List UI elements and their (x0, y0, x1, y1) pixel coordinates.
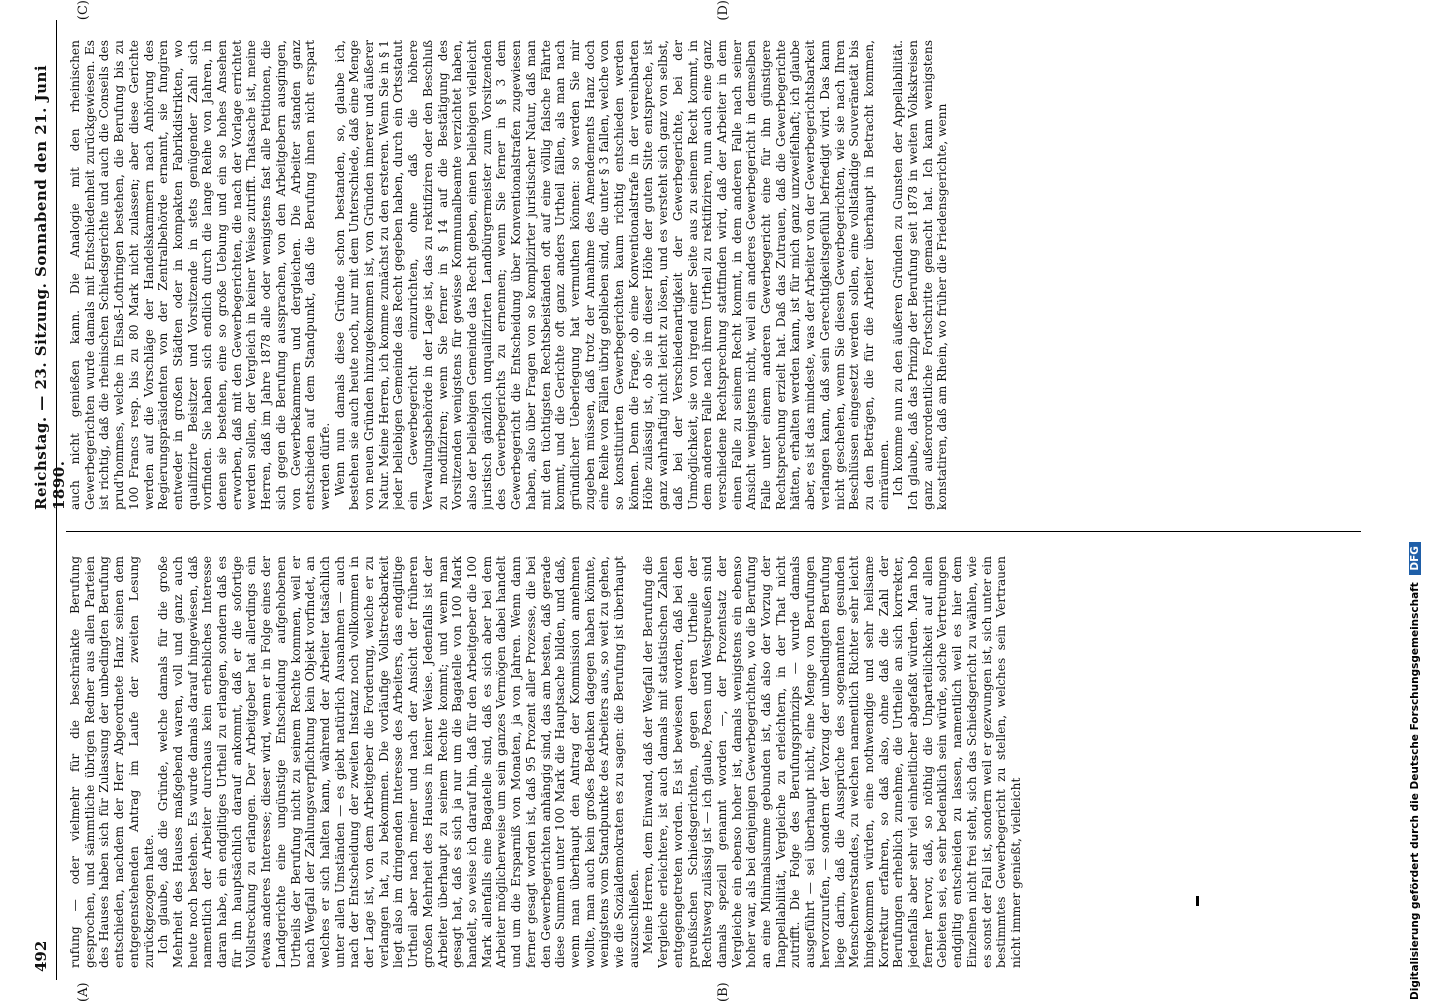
paragraph: rufung — oder vielmehr für die beschränkte Berufung gesprochen, und sämmtliche übrigen Redner aus allen Parteien des Hauses haben sich für Zulassung der unbedingten Berufung entschieden, nachdem der Herr Abgeordnete Hanz seinen dem entgegenstehenden Antrag im Laufe der zweiten Lesung zurückgezogen hatte. (68, 556, 156, 968)
scan-mark (1196, 896, 1199, 906)
paragraph: auch nicht genießen kann. Die Analogie mit den rheinischen Gewerbegerichten wurde damals mit Entschiedenheit zurückgewiesen. Es ist richtig, daß die rheinischen Schiedsgerichte und auch die Conseils des prud'hommes, welche in Elsaß-Lothringen bestehen, die Berufung bis zu 100 Francs resp. bis zu 80 Mark nicht zulassen; aber diese Gerichte werden auf die Vorschläge der Handelskammern nach Anhörung des Regierungspräsidenten von der Zentralbehörde ernannt, sie fungiren entweder in großen Städten oder in kompakten Fabrikdistrikten, wo qualifizirte Beisitzer und Vorsitzende in stets genügender Zahl sich vorfinden. Sie haben sich endlich durch die lange Reihe von Jahren, in denen sie bestehen, eine so große Uebung und ein so hohes Ansehen erworben, daß mit den Gewerbegerichten, die nach der Vorlage errichtet werden sollen, der Vergleich in keiner Weise zutrifft. Thatsache ist, meine Herren, daß im Jahre 1878 alle oder wenigstens fast alle Petitionen, die sich gegen die Berufung aussprachen, von den Arbeitgebern ausgingen, von Gewerbekammern und dergleichen. Die Arbeiter standen ganz entschieden auf dem Standpunkt, daß die Berufung ihnen nicht erspart werden dürfe. (68, 40, 332, 510)
paragraph: Meine Herren, dem Einwand, daß der Wegfall der Berufung die Vergleiche erleichtere, ist auch damals mit statistischen Zahlen entgegengetreten worden. Es ist bewiesen worden, daß bei den preußischen Schiedsgerichten, gegen deren Urtheile der Rechtsweg zulässig ist — ich glaube, Posen und Westpreußen sind damals speziell genannt worden —, der Prozentsatz der Vergleiche ein ebenso hoher ist, damals wenigstens ein ebenso hoher war, als bei denjenigen Gewerbegerichten, wo die Berufung an eine Minimalsumme gebunden ist, daß also der Vorzug der Inappellabilität, Vergleiche zu erleichtern, in der That nicht zutrifft. Die Folge des Berufungsprinzips — wurde damals ausgeführt — sei überhaupt nicht, eine Menge von Berufungen hervorzurufen, — sondern der Vorzug der unbedingten Berufung liege darin, daß die Aussprüche des sogenannten gesunden Menschenverstandes, zu welchen namentlich Richter sehr leicht hingekommen würden, eine nothwendige und sehr heilsame Korrektur erfahren, so daß also, ohne daß die Zahl der Berufungen erheblich zunehme, die Urtheile an sich korrekter, jedenfalls aber sehr viel einheitlicher abgefaßt würden. Man hob ferner hervor, daß, so nöthig die Unparteilichkeit auf allen Gebieten sei, es sehr bedenklich sein würde, solche Vertretungen endgiltig entscheiden zu lassen, namentlich weil es hier dem Einzelnen nicht frei steht, sich das Schiedsgericht zu wählen, wie es sonst der Fall ist, sondern weil er gezwungen ist, sich unter ein bestimmtes Gewerbegericht zu stellen, welches sein Vertrauen nicht immer genießt, vielleicht (641, 556, 1023, 968)
rotated-page (26, 0, 1406, 1002)
credit-text: Digitalisierung gefördert durch die Deutsche Forschungsgemeinschaft (1409, 582, 1421, 1000)
paragraph: Ich komme nun zu den äußeren Gründen zu Gunsten der Appellabilität. Ich glaube, daß das Prinzip der Berufung seit 1878 in weiten Volkskreisen ganz außerordentliche Fortschritte gemacht hat. Ich kann wenigstens konstatiren, daß am Rhein, wo früher die Friedensgerichte, wenn (891, 40, 950, 510)
margin-mark-a: (A) (76, 982, 91, 1002)
dfg-logo: DFG (1409, 542, 1421, 575)
paragraph: Ich glaube, daß die Gründe, welche damals für die große Mehrheit des Hauses maßgebend waren, voll und ganz auch heute noch bestehen. Es wurde damals darauf hingewiesen, daß namentlich der Arbeiter durchaus kein erhebliches Interesse daran habe, ein endgiltiges Urtheil zu erlangen, sondern daß es für ihn hauptsächlich darauf ankommt, daß er die sofortige Vollstreckung zu erlangen. Der Arbeitgeber hat allerdings ein etwas anderes Interesse; dieser wird, wenn er in Folge eines der Landgerichte eine ungünstige Entscheidung aufgehobenen Urtheils der Berufung nicht zu seinem Rechte kommen, weil er nach Wegfall der Zahlungsverpflichtung kein Objekt vorfindet, an welches er sich halten kann, während der Arbeiter tatsächlich unter allen Umständen — es giebt natürlich Ausnahmen — auch nach der Entscheidung der zweiten Instanz noch vollkommen in der Lage ist, von dem Arbeitgeber die Forderung, welche er zu verlangen hat, zu bekommen. Die vorläufige Vollstreckbarkeit liegt also im dringenden Interesse des Arbeiters, das endgiltige Urtheil aber nach meiner und nach der Ansicht der früheren großen Mehrheit des Hauses in keiner Weise. Jedenfalls ist der Arbeiter überhaupt zu seinem Rechte kommt; und wenn man gesagt hat, daß es sich ja nur um die Bagatelle von 100 Mark handelt, so weise ich darauf hin, daß für den Arbeitgeber die 100 Mark allenfalls eine Bagatelle sind, daß es sich aber bei dem Arbeiter möglicherweise um sein ganzes Vermögen dabei handelt und um die Ersparniß von Monaten, ja von Jahren. Wenn dann ferner gesagt worden ist, daß 95 Prozent aller Prozesse, die bei den Gewerbegerichten anhängig sind, das am besten, daß gerade diese Summen unter 100 Mark die Hauptsache bilden, und daß, wenn man überhaupt den Antrag der Kommission annehmen wollte, man auch kein großes Bedenken dagegen haben könnte, wenigstens vom Standpunkte des Arbeiters aus, so weit zu gehen, wie die Sozialdemokraten es zu sagen: die Berufung ist überhaupt auszuschließen. (156, 556, 641, 968)
page-header (28, 20, 68, 980)
page-number: 492 (32, 940, 50, 972)
margin-mark-d: (D) (716, 0, 731, 21)
digitization-credit (1409, 542, 1421, 1000)
column-divider (66, 531, 1361, 532)
paragraph: Wenn nun damals diese Gründe schon bestanden, so, glaube ich, bestehen sie auch heute noch, nur mit dem Unterschiede, daß eine Menge von neuen Gründen hinzugekommen ist, von Gründen innerer und äußerer Natur. Meine Herren, ich komme zunächst zu den ersteren. Wenn Sie in § 1 jeder beliebigen Gemeinde das Recht gegeben haben, durch ein Ortsstatut ein Gewerbegericht einzurichten, ohne daß die höhere Verwaltungsbehörde in der Lage ist, das zu rektifiziren oder den Beschluß zu modifiziren; wenn Sie ferner in § 14 auf die Bestätigung des Vorsitzenden wenigstens für gewisse Kommunalbeamte verzichtet haben, also der beliebigen Gemeinde das Recht geben, einen beliebigen vielleicht juristisch gänzlich unqualifizirten Landbürgermeister zum Vorsitzenden des Gewerbegerichts zu ernennen; wenn Sie ferner in § 3 dem Gewerbegericht die Entscheidung über Konventionalstrafen zugewiesen haben, also über Fragen von so komplizirter juristischer Natur, daß man mit den tüchtigsten Rechtsbeiständen oft auf eine völlig falsche Fährte kommt, und die Gerichte oft ganz anders Urtheil fällen, als man nach gründlicher Ueberlegung hat vermuthen können: so werden Sie mir zugeben müssen, daß trotz der Annahme des Amendements Hanz doch eine Reihe von Fällen übrig geblieben sind, die unter § 3 fallen, welche von so konstituirten Gewerbegerichten kaum richtig entschieden werden können. Denn die Frage, ob eine Konventionalstrafe in der vereinbarten Höhe zulässig ist, ob sie in dieser Höhe der guten Sitte entspreche, ist ganz wahrhaftig nicht leicht zu lösen, und es versteht sich ganz von selbst, daß bei der Verschiedenartigkeit der Gewerbegerichte, bei der Unmöglichkeit, sie von irgend einer Seite aus zu seinem Recht kommt, in dem anderen Falle nach ihrem Urtheil zu rektifiziren, nun auch eine ganz verschiedene Rechtsprechung stattfinden wird, daß der Arbeiter in dem einen Falle zu seinem Recht kommt, in dem anderen Falle nach seiner Ansicht wenigstens nicht, weil ein anderes Gewerbegericht in demselben Falle unter einem anderen Gewerbegericht eine für ihn günstigere Rechtsprechung erzielt hat. Daß das Zutrauen, daß die Gewerbegerichte hätten, erhalten werden kann, ist für mich ganz unzweifelhaft; ich glaube aber, es ist das mindeste, was der Arbeiter von der Gewerbegerichtsbarkeit verlangen kann, daß sein Gerechtigkeitsgefühl befriedigt wird. Das kann nicht geschehen, wenn Sie diesen Gewerbegerichten, wie sie nach Ihren Beschlüssen eingesetzt werden sollen, eine vollständige Souveränetät bis zu den Beträgen, die für die Arbeiter überhaupt in Betracht kommen, einräumen. (332, 40, 891, 510)
margin-mark-b: (B) (716, 982, 731, 1002)
margin-mark-c: (C) (76, 0, 91, 21)
text-column-left (68, 556, 1358, 968)
running-header: Reichstag. — 23. Sitzung. Sonnabend den 21. Juni 1890. (32, 64, 68, 510)
text-column-right (68, 40, 1358, 510)
